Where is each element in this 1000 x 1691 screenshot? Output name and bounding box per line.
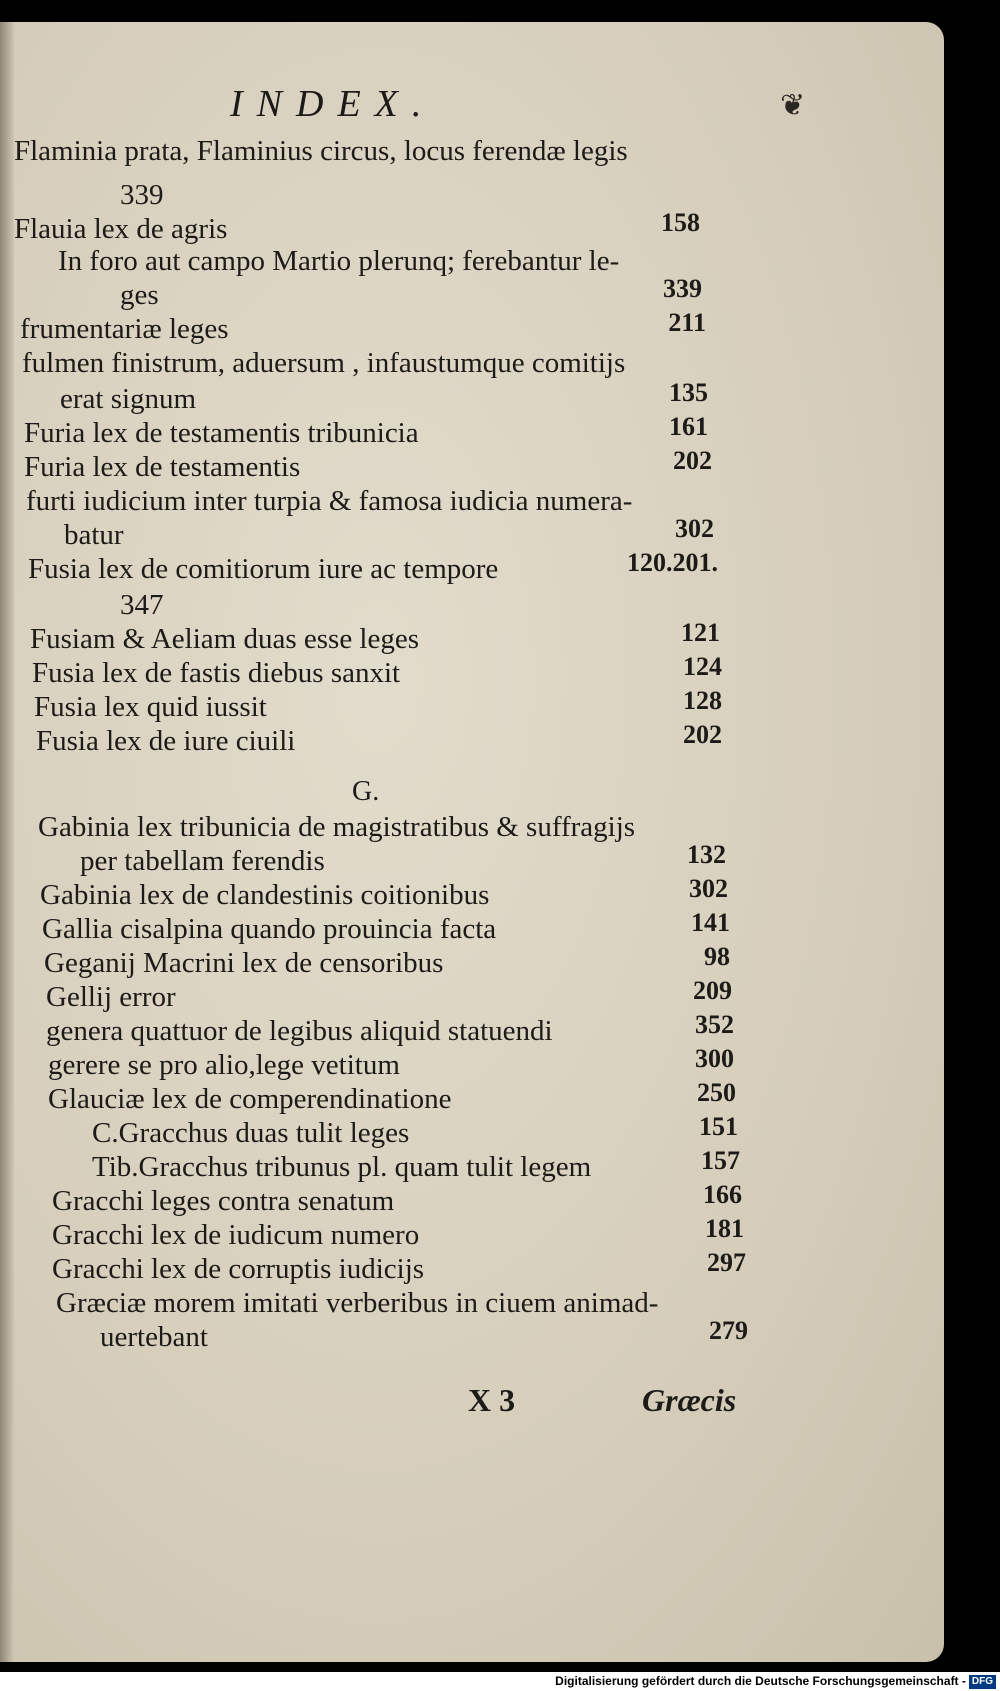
index-entry: Gallia cisalpina quando prouincia facta: [42, 913, 497, 945]
index-entry: Gabinia lex de clandestinis coitionibus: [40, 879, 490, 911]
index-entry: C.Gracchus duas tulit leges: [92, 1117, 410, 1149]
page-header: INDEX.: [230, 83, 436, 125]
index-entry: 347: [120, 589, 164, 621]
index-page-number: 161: [669, 412, 708, 441]
index-page-number: 211: [668, 308, 706, 337]
index-entry: Flauia lex de agris: [14, 213, 228, 245]
index-page-number: 202: [683, 720, 722, 749]
index-entry: uertebant: [100, 1321, 208, 1353]
index-page-number: 120.201.: [627, 548, 718, 577]
index-page-number: 135: [669, 378, 708, 407]
index-entry: Gellij error: [46, 981, 176, 1013]
funding-banner: [0, 1672, 1000, 1691]
fleuron-ornament-icon: ❦: [780, 89, 806, 122]
index-entry: Glauciæ lex de comperendinatione: [48, 1083, 452, 1115]
index-entry: Fusia lex de comitiorum iure ac tempore: [28, 553, 499, 585]
index-page-number: 128: [683, 686, 722, 715]
index-page-number: 297: [707, 1248, 746, 1277]
book-page: [0, 22, 944, 1662]
index-page-number: 141: [691, 908, 730, 937]
index-entry: Tib.Gracchus tribunus pl. quam tulit legem: [92, 1151, 592, 1183]
index-entry: erat signum: [60, 383, 197, 415]
index-page-number: 121: [681, 618, 720, 647]
index-entry: Gabinia lex tribunicia de magistratibus & suffragijs: [38, 811, 636, 843]
index-entry: In foro aut campo Martio plerunq; ferebantur le-: [58, 245, 620, 277]
index-page-number: 98: [704, 942, 730, 971]
index-entry: Fusiam & Aeliam duas esse leges: [30, 623, 420, 655]
index-page-number: 300: [695, 1044, 734, 1073]
index-page-number: 151: [699, 1112, 738, 1141]
index-page-number: 352: [695, 1010, 734, 1039]
index-entry: per tabellam ferendis: [80, 845, 325, 877]
index-entry: frumentariæ leges: [20, 313, 229, 345]
index-page-number: 302: [689, 874, 728, 903]
index-page-number: 181: [705, 1214, 744, 1243]
index-entry: 339: [120, 179, 164, 211]
dfg-logo: DFG: [969, 1675, 996, 1689]
index-entry: Geganij Macrini lex de censoribus: [44, 947, 444, 979]
index-entry: Gracchi lex de iudicum numero: [52, 1219, 420, 1251]
index-page-number: 209: [693, 976, 732, 1005]
index-entry: fulmen finistrum, aduersum , infaustumque comitijs: [22, 347, 626, 379]
banner-text: Digitalisierung gefördert durch die Deutsche Forschungsgemeinschaft -: [555, 1674, 966, 1688]
index-entry: Gracchi lex de corruptis iudicijs: [52, 1253, 425, 1285]
index-page-number: 302: [675, 514, 714, 543]
index-page-number: 339: [663, 274, 702, 303]
index-page-number: 124: [683, 652, 722, 681]
index-entry: gerere se pro alio,lege vetitum: [48, 1049, 400, 1081]
index-entry: Fusia lex de iure ciuili: [36, 725, 296, 757]
index-page-number: 202: [673, 446, 712, 475]
index-entry: Fusia lex de fastis diebus sanxit: [32, 657, 401, 689]
index-entry: Gracchi leges contra senatum: [52, 1185, 395, 1217]
index-entry: furti iudicium inter turpia & famosa iudicia numera-: [26, 485, 633, 517]
section-letter: G.: [352, 776, 380, 807]
index-entry: Furia lex de testamentis: [24, 451, 301, 483]
index-page-number: 250: [697, 1078, 736, 1107]
index-entry: genera quattuor de legibus aliquid statuendi: [46, 1015, 553, 1047]
index-entry: ges: [120, 279, 159, 311]
index-entry: Furia lex de testamentis tribunicia: [24, 417, 419, 449]
index-entry: Fusia lex quid iussit: [34, 691, 267, 723]
index-entry: batur: [64, 519, 124, 551]
index-page-number: 157: [701, 1146, 740, 1175]
index-page-number: 166: [703, 1180, 742, 1209]
index-page-number: 158: [661, 208, 700, 237]
catchword: Græcis: [642, 1382, 737, 1418]
signature-mark: X 3: [468, 1382, 516, 1418]
index-entry: Flaminia prata, Flaminius circus, locus ferendæ legis: [14, 135, 628, 167]
index-page-number: 279: [709, 1316, 748, 1345]
index-page-number: 132: [687, 840, 726, 869]
index-entry: Græciæ morem imitati verberibus in ciuem animad-: [56, 1287, 659, 1319]
